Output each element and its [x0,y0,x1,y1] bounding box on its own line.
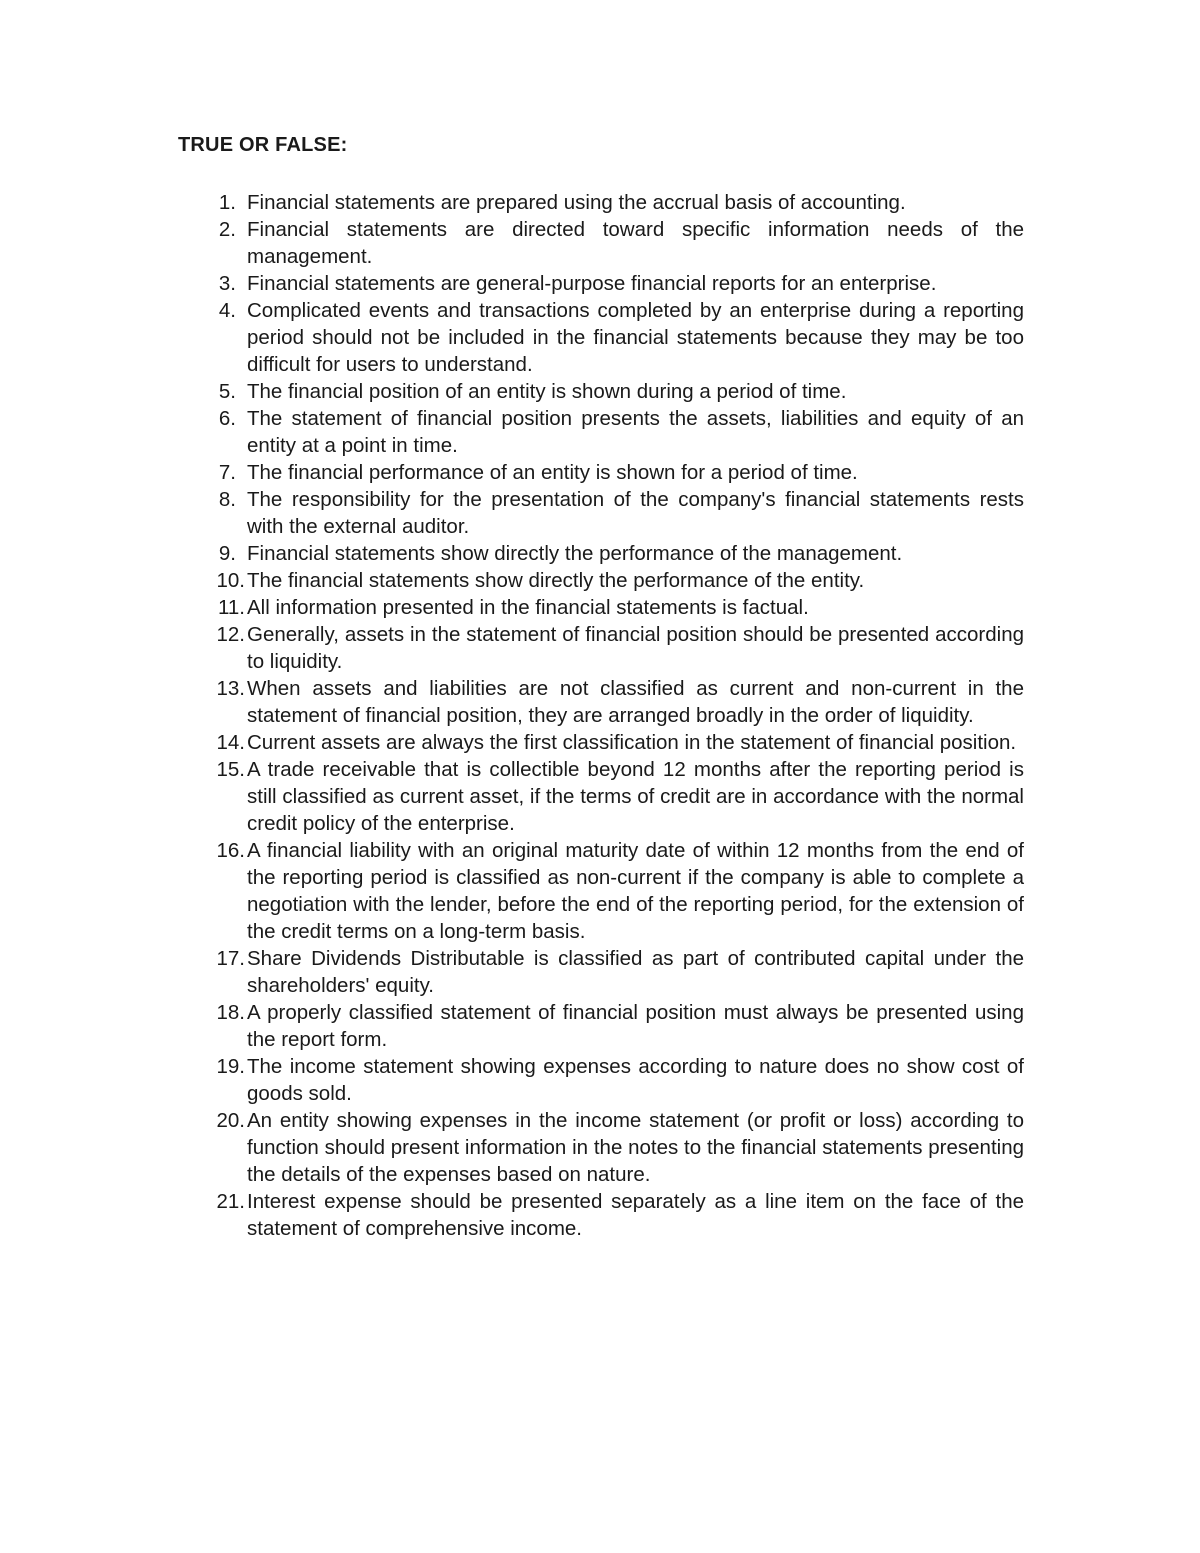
list-item [178,378,1024,405]
item-number: 16. [216,839,245,862]
item-text: All information presented in the financial statements is factual. [247,596,809,619]
item-text: Complicated events and transactions completed by an enterprise during a reporting period should not be included in the financial statements because they may be too difficult for users to understand. [247,299,1024,376]
list-item [178,837,1024,945]
item-number: 13. [216,677,245,700]
item-number: 20. [216,1109,245,1132]
list-item [178,621,1024,675]
list-item [178,756,1024,837]
item-number: 6. [218,407,236,430]
list-item [178,1053,1024,1107]
item-text: Financial statements are prepared using the accrual basis of accounting. [247,191,906,214]
list-item [178,459,1024,486]
item-text: The statement of financial position presents the assets, liabilities and equity of an entity at a point in time. [247,407,1024,457]
item-number: 2. [218,218,236,241]
item-text: Generally, assets in the statement of financial position should be presented according to liquidity. [247,623,1024,673]
list-item [178,945,1024,999]
list-item [178,1188,1024,1242]
item-number: 8. [218,488,236,511]
list-item [178,540,1024,567]
list-item [178,594,1024,621]
item-text: Financial statements are general-purpose financial reports for an enterprise. [247,272,937,295]
item-number: 19. [216,1055,245,1078]
item-text: The income statement showing expenses according to nature does no show cost of goods sold. [247,1055,1024,1105]
item-number: 10. [216,569,245,592]
list-item [178,189,1024,216]
item-text: The financial performance of an entity is shown for a period of time. [247,461,858,484]
item-number: 9. [218,542,236,565]
item-number: 7. [218,461,236,484]
item-text: The responsibility for the presentation of the company's financial statements rests with the external auditor. [247,488,1024,538]
item-number: 5. [218,380,236,403]
list-item [178,405,1024,459]
item-text: Financial statements show directly the performance of the management. [247,542,903,565]
item-text: The financial position of an entity is shown during a period of time. [247,380,847,403]
item-number: 18. [216,1001,245,1024]
item-text: A financial liability with an original maturity date of within 12 months from the end of the reporting period is classified as non-current if the company is able to complete a negotiation with the lender, before the end of the reporting period, for the extension of the credit terms on a long-term basis. [247,839,1024,943]
item-number: 3. [218,272,236,295]
item-text: A properly classified statement of financial position must always be presented using the report form. [247,1001,1024,1051]
item-number: 11. [218,596,245,619]
item-text: Interest expense should be presented separately as a line item on the face of the statement of comprehensive income. [247,1190,1024,1240]
item-text: A trade receivable that is collectible beyond 12 months after the reporting period is still classified as current asset, if the terms of credit are in accordance with the normal credit policy of the enterprise. [247,758,1024,835]
list-item [178,729,1024,756]
item-number: 12. [216,623,245,646]
list-item [178,567,1024,594]
item-number: 15. [216,758,245,781]
item-number: 4. [218,299,236,322]
item-number: 17. [216,947,245,970]
item-text: The financial statements show directly the performance of the entity. [247,569,865,592]
item-text: Share Dividends Distributable is classified as part of contributed capital under the shareholders' equity. [247,947,1024,997]
item-text: Financial statements are directed toward specific information needs of the management. [247,218,1024,268]
list-item [178,216,1024,270]
list-item [178,999,1024,1053]
question-list [178,189,1024,1242]
list-item [178,486,1024,540]
list-item [178,297,1024,378]
item-number: 1. [218,191,236,214]
item-text: Current assets are always the first classification in the statement of financial position. [247,731,1017,754]
item-number: 21. [216,1190,245,1213]
item-text: When assets and liabilities are not classified as current and non-current in the statement of financial position, they are arranged broadly in the order of liquidity. [247,677,1024,727]
item-text: An entity showing expenses in the income statement (or profit or loss) according to function should present information in the notes to the financial statements presenting the details of the expenses based on nature. [247,1109,1024,1186]
list-item [178,270,1024,297]
item-number: 14. [216,731,245,754]
list-item [178,1107,1024,1188]
list-item [178,675,1024,729]
page-title: TRUE OR FALSE: [178,134,348,156]
